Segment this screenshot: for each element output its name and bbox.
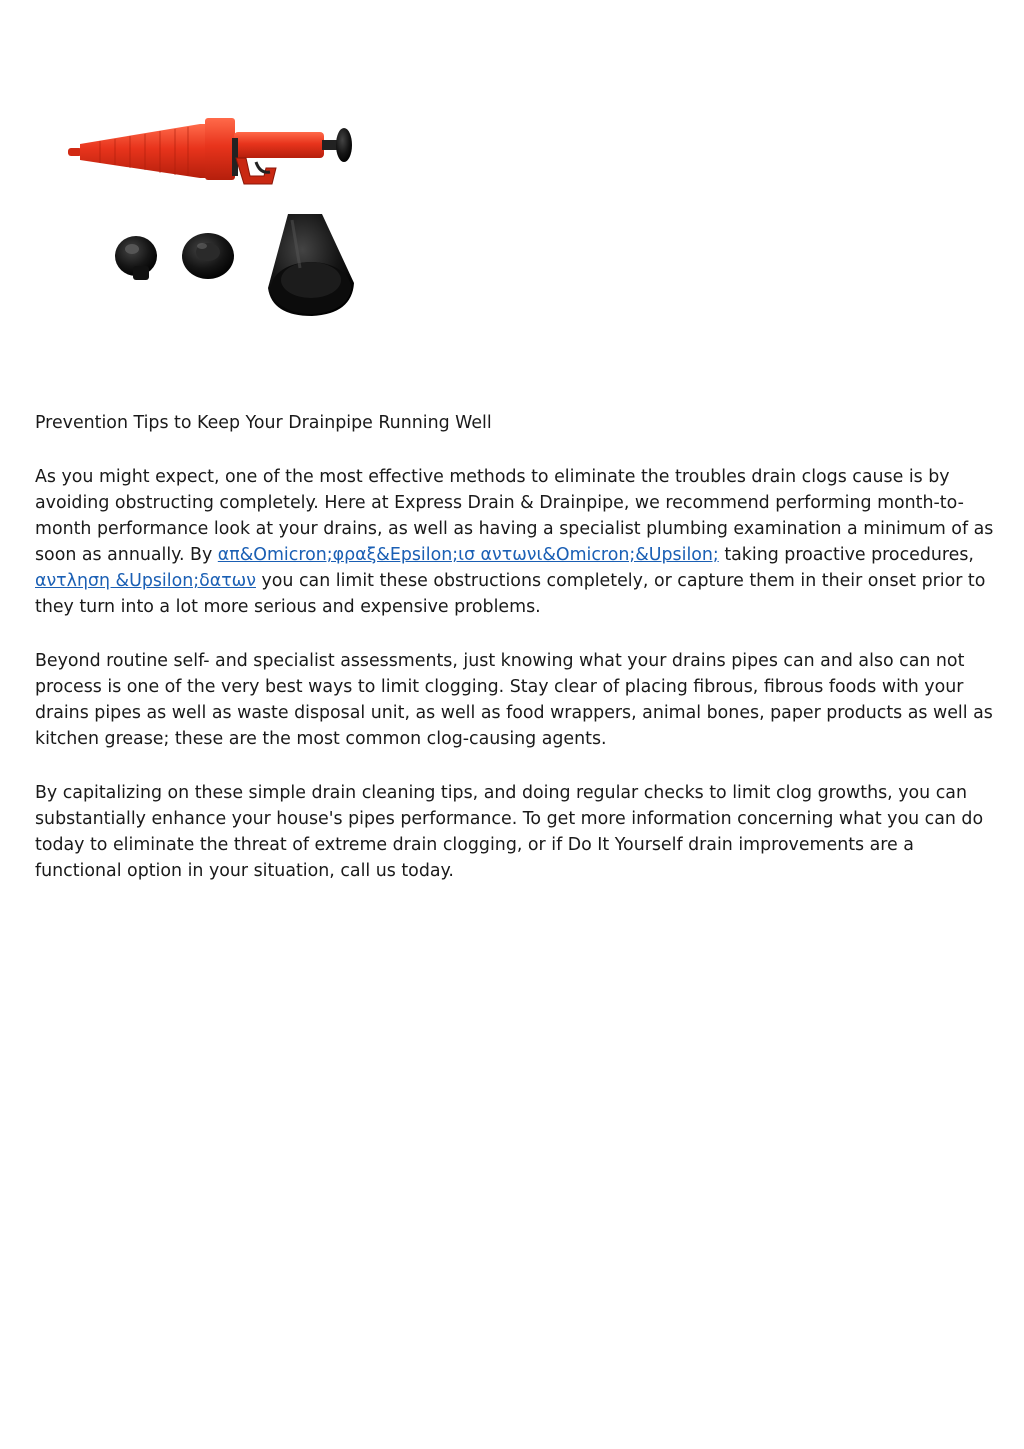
pump-end-knob (336, 128, 352, 162)
article-heading: Prevention Tips to Keep Your Drainpipe Running Well (35, 413, 492, 433)
paragraph-1-text-middle: taking proactive procedures, (718, 545, 974, 565)
pump-cone-body (80, 124, 208, 178)
pump-nozzle-tip (68, 148, 82, 156)
pump-collar (205, 118, 235, 180)
paragraph-1-text-start: As you might expect, one of the most effective methods to eliminate the troubles drain clogs cause is by avoiding obstructing completely. Here at Express Drain & Drainpipe, we recommend performing month-to-month performance look at your drains, as well as having a specialist plumbing examination a minimum of as soon as annually. By (35, 467, 994, 565)
medium-attachment (182, 233, 234, 279)
pump-trigger (236, 158, 276, 184)
large-cone-attachment (268, 214, 354, 316)
paragraph-1 (35, 464, 995, 620)
paragraph-3: By capitalizing on these simple drain cleaning tips, and doing regular checks to limit clog growths, you can substantially enhance your house's pipes performance. To get more information concerning what you can do today to eliminate the threat of extreme drain clogging, or if Do It Yourself drain improvements are a functional option in your situation, call us today. (35, 783, 984, 881)
small-attachment (115, 236, 157, 280)
inline-link-water-pumping[interactable]: αντληση &Upsilon;δατων (35, 571, 256, 591)
article-body (35, 410, 995, 912)
paragraph-2: Beyond routine self- and specialist assessments, just knowing what your drains pipes can and also can not process is one of the very best ways to limit clogging. Stay clear of placing fibrous, fibrous foods with your drains pipes as well as waste disposal unit, as well as food wrappers, animal bones, paper products as well as kitchen grease; these are the most common clog-causing agents. (35, 651, 993, 749)
paragraph-1-text-end: you can limit these obstructions completely, or capture them in their onset prior to they turn into a lot more serious and expensive problems. (35, 571, 986, 617)
inline-link-drain-unclogging[interactable]: απ&Omicron;φραξ&Epsilon;ισ αντωνι&Omicron;&Upsilon; (217, 545, 719, 565)
pump-cylinder (234, 132, 324, 158)
product-image (60, 118, 370, 328)
